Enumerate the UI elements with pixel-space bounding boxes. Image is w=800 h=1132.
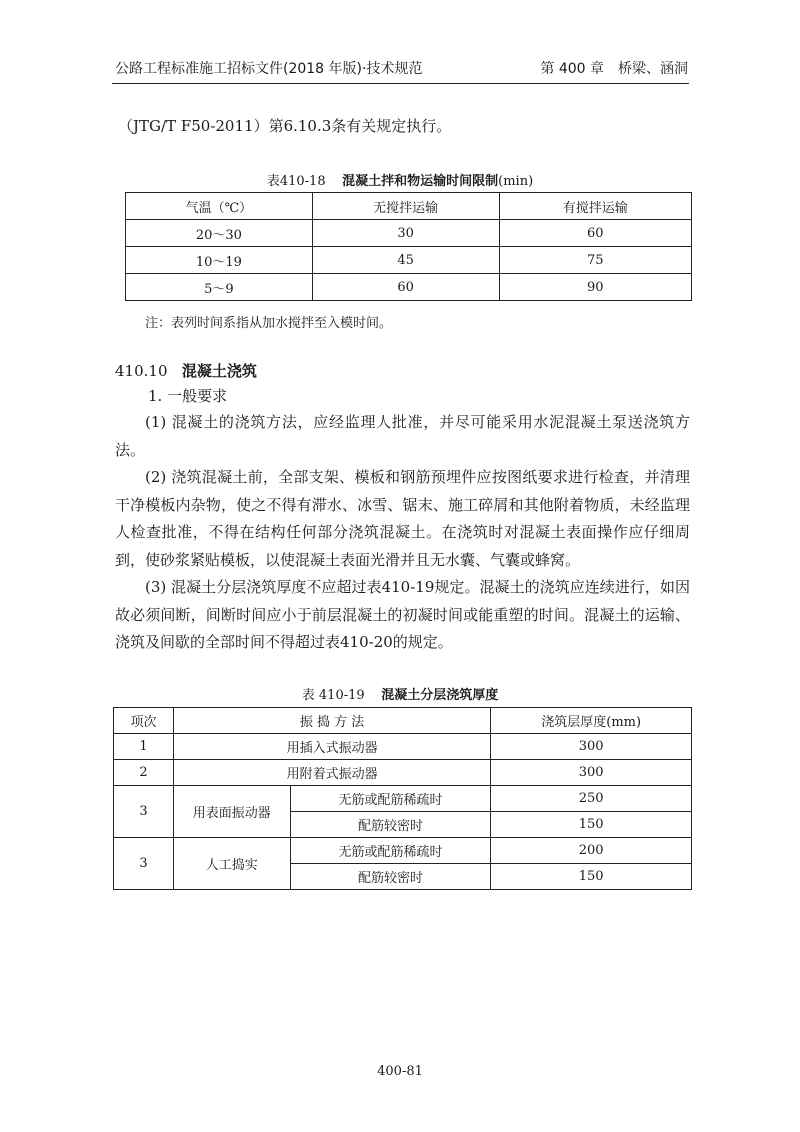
table1-caption (0, 170, 800, 189)
header-chapter-title: 第 400 章 桥梁、涵洞 (540, 61, 688, 77)
table-cell: 60 (312, 274, 499, 301)
header-divider (112, 83, 689, 84)
table-cell: 2 (114, 760, 174, 786)
table-cell: 5～9 (126, 274, 313, 301)
subheading-general-requirements: 1. 一般要求 (148, 387, 228, 405)
table-cell: 60 (499, 220, 691, 247)
table1-caption-unit: (min) (498, 174, 534, 189)
table-cell: 3 (114, 838, 174, 890)
header-document-title: 公路工程标准施工招标文件(2018 年版)·技术规范 (115, 61, 423, 77)
section-title: 混凝土浇筑 (181, 362, 257, 380)
table-cell: 90 (499, 274, 691, 301)
table-cell: 人工捣实 (173, 838, 290, 890)
table-cell: 200 (491, 838, 692, 864)
column-header: 振 捣 方 法 (173, 708, 490, 734)
column-header: 浇筑层厚度(mm) (491, 708, 692, 734)
table-header-row (126, 193, 692, 220)
table-row (126, 274, 692, 301)
table-row (126, 220, 692, 247)
table-cell: 300 (491, 734, 692, 760)
table-cell: 300 (491, 760, 692, 786)
intro-line: （JTG/T F50-2011）第6.10.3条有关规定执行。 (118, 117, 452, 135)
table-cell: 3 (114, 786, 174, 838)
table2-caption (0, 684, 800, 703)
table-cell: 无筋或配筋稀疏时 (290, 786, 491, 812)
page-number: 400-81 (377, 1064, 423, 1079)
section-heading (115, 360, 257, 381)
table-cell: 用附着式振动器 (173, 760, 490, 786)
table-row (114, 734, 692, 760)
table-row (114, 760, 692, 786)
body-paragraphs (115, 409, 690, 657)
table2-caption-number: 表 410-19 (301, 688, 365, 703)
table-cell: 20～30 (126, 220, 313, 247)
table-header-row (114, 708, 692, 734)
table-cell: 用表面振动器 (173, 786, 290, 838)
paragraph (115, 464, 690, 574)
table-cell: 250 (491, 786, 692, 812)
paragraph (115, 409, 690, 464)
table-cell: 150 (491, 864, 692, 890)
table1-caption-number: 表410-18 (266, 174, 326, 189)
table1-note: 注：表列时间系指从加水搅拌至入模时间。 (145, 316, 393, 331)
table-cell: 150 (491, 812, 692, 838)
table-transport-time-limits (125, 192, 692, 301)
table-cell: 45 (312, 247, 499, 274)
table-cell: 用插入式振动器 (173, 734, 490, 760)
table-cell: 配筋较密时 (290, 812, 491, 838)
table-cell: 10～19 (126, 247, 313, 274)
table-row (114, 838, 692, 864)
table-cell: 75 (499, 247, 691, 274)
column-header: 气温（℃） (126, 193, 313, 220)
paragraph-text: (1) 混凝土的浇筑方法，应经监理人批准，并尽可能采用水泥混凝土泵送浇筑方法。 (115, 413, 690, 459)
table-cell: 1 (114, 734, 174, 760)
table2-caption-title: 混凝土分层浇筑厚度 (381, 688, 499, 703)
paragraph (115, 574, 690, 657)
section-number: 410.10 (115, 362, 168, 380)
table-cell: 配筋较密时 (290, 864, 491, 890)
table-layer-thickness (113, 707, 692, 890)
table-cell: 30 (312, 220, 499, 247)
table-row (126, 247, 692, 274)
column-header: 项次 (114, 708, 174, 734)
column-header: 有搅拌运输 (499, 193, 691, 220)
paragraph-text: (3) 混凝土分层浇筑厚度不应超过表410-19规定。混凝土的浇筑应连续进行，如因故必须间断，间断时间应小于前层混凝土的初凝时间或能重塑的时间。混凝土的运输、浇筑及间歇的全部时间不得超过表410-20的规定。 (115, 578, 690, 651)
table1-caption-title: 混凝土拌和物运输时间限制 (342, 174, 499, 189)
paragraph-text: (2) 浇筑混凝土前，全部支架、模板和钢筋预埋件应按图纸要求进行检查，并清理干净模板内杂物，使之不得有滞水、冰雪、锯末、施工碎屑和其他附着物质，未经监理人检查批准，不得在结构任何部分浇筑混凝土。在浇筑时对混凝土表面操作应仔细周到，使砂浆紧贴模板，以使混凝土表面光滑并且无水囊、气囊或蜂窝。 (115, 468, 690, 569)
table-cell: 无筋或配筋稀疏时 (290, 838, 491, 864)
column-header: 无搅拌运输 (312, 193, 499, 220)
table-row (114, 786, 692, 812)
